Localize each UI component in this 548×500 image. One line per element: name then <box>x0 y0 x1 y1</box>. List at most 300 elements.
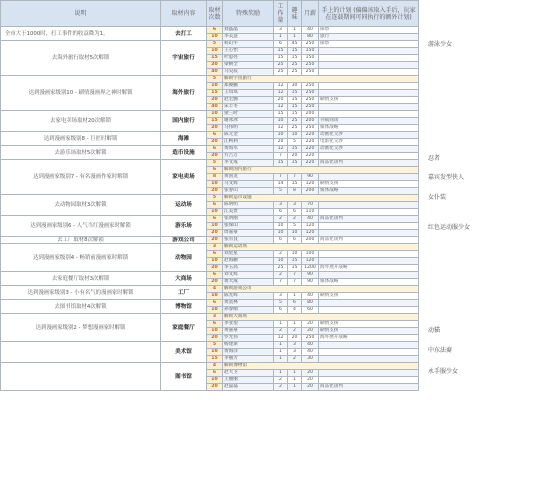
reward-character: 陈元金 <box>223 132 274 139</box>
salary-value: 150 <box>302 55 319 62</box>
extra-plan: 商品化谈判 <box>319 216 419 223</box>
extra-plan <box>319 230 419 237</box>
interest-value: 6 <box>288 237 302 244</box>
workload-value: 15 <box>274 48 288 55</box>
reward-character: 黄海洋 <box>223 349 274 356</box>
unlock-condition: 去游乐场取材5次解锁 <box>1 146 161 160</box>
workload-value: 10 <box>274 132 288 139</box>
extra-plan: 商品化谈判 <box>319 160 419 167</box>
interest-value: 8 <box>288 188 302 195</box>
material-count: 8 <box>207 174 223 181</box>
unlock-condition: 全市大于1000时，打工事件的收益降为1。 <box>1 27 161 41</box>
reward-character: 黄大成 <box>223 279 274 286</box>
extra-plan: 动画化交涉 <box>319 132 419 139</box>
workload-value: 6 <box>274 237 288 244</box>
material-count: 40 <box>207 69 223 76</box>
interest-value: 1 <box>288 377 302 384</box>
workload-value: 1 <box>274 321 288 328</box>
salary-value: 250 <box>302 62 319 69</box>
interest-value: 1 <box>288 321 302 328</box>
unlock-condition: 去动物园取材3次解锁 <box>1 195 161 216</box>
workload-value: 10 <box>274 118 288 125</box>
side-note: 嘉宾发型侠人 <box>428 174 465 181</box>
material-count: 20 <box>207 153 223 160</box>
workload-value: 25 <box>274 62 288 69</box>
salary-value: 250 <box>302 83 319 90</box>
unlock-condition: 去海外旅行取材5次解锁 <box>1 41 161 76</box>
reward-character: 科幻牛 <box>223 41 274 48</box>
material-count: 5 <box>207 76 223 83</box>
workload-value: 12 <box>274 146 288 153</box>
workload-value: 1 <box>274 349 288 356</box>
material-count: 3 <box>207 314 223 321</box>
salary-value: 110 <box>302 209 319 216</box>
material-place: 游戏公司 <box>161 237 207 244</box>
salary-value: 20 <box>302 321 319 328</box>
interest-value: 7 <box>288 174 302 181</box>
interest-value: 3 <box>288 342 302 349</box>
unlock-condition: 达到漫画家级别6 - 人气当红漫画家时解锁 <box>1 216 161 237</box>
material-place: 海外旅行 <box>161 76 207 111</box>
reward-character: 李文成 <box>223 160 274 167</box>
material-count: 10 <box>207 349 223 356</box>
reward-character: 叶思亮 <box>223 55 274 62</box>
extra-plan: 刷情支援 <box>319 328 419 335</box>
material-count: 10 <box>207 209 223 216</box>
material-count: 10 <box>207 34 223 41</box>
workload-value: 12 <box>274 125 288 132</box>
reward-character: 李丽芳 <box>223 356 274 363</box>
extra-plan: 商品化谈判 <box>319 237 419 244</box>
reward-character: 王琪琪 <box>223 90 274 97</box>
side-note: 游泳少女 <box>428 41 453 48</box>
material-count: 6 <box>207 216 223 223</box>
table-row <box>1 111 419 118</box>
workload-value: 15 <box>274 160 288 167</box>
workload-value: 14 <box>274 181 288 188</box>
extra-plan <box>319 55 419 62</box>
unlock-condition: 达到漫画家级别8 - 巨匠时解锁 <box>1 132 161 146</box>
material-place: 运动场 <box>161 195 207 216</box>
extra-plan <box>319 90 419 97</box>
extra-plan: 刷情支援 <box>319 97 419 104</box>
reward-character: 宋丰冬 <box>223 104 274 111</box>
interest-value: 25 <box>288 125 302 132</box>
material-count: 6 <box>207 321 223 328</box>
interest-value: 4 <box>288 307 302 314</box>
salary-value: 200 <box>302 111 319 118</box>
extra-plan <box>319 300 419 307</box>
material-place: 图书馆 <box>161 363 207 391</box>
workload-value: 20 <box>274 97 288 104</box>
extra-plan: 电影化交涉 <box>319 139 419 146</box>
header-desc: 说明 <box>1 1 161 27</box>
salary-value: 20 <box>302 384 319 391</box>
workload-value: 12 <box>274 335 288 342</box>
extra-plan <box>319 153 419 160</box>
salary-value: 40 <box>302 27 319 34</box>
workload-value: 5 <box>274 188 288 195</box>
material-place: 工厂 <box>161 286 207 300</box>
extra-plan <box>319 48 419 55</box>
salary-value: 250 <box>302 104 319 111</box>
reward-character: 赵宏腾 <box>223 97 274 104</box>
interest-value: 10 <box>288 251 302 258</box>
salary-value: 60 <box>302 307 319 314</box>
extra-plan <box>319 104 419 111</box>
salary-value: 120 <box>302 258 319 265</box>
table-row <box>1 363 419 370</box>
reward-character: 王心怡 <box>223 48 274 55</box>
interest-value: 7 <box>288 272 302 279</box>
workload-value: 7 <box>274 153 288 160</box>
unlock-condition: 达到漫画家级别7 - 有名漫画作家时解锁 <box>1 160 161 195</box>
interest-value: 5 <box>288 139 302 146</box>
table-row <box>1 314 419 321</box>
material-place: 宇宙旅行 <box>161 41 207 76</box>
material-count: 20 <box>207 279 223 286</box>
extra-plan: 海外展开战略 <box>319 335 419 342</box>
reward-character: 赵海鹏 <box>223 258 274 265</box>
workload-value: 2 <box>274 377 288 384</box>
unlock-reward: 解锁博物馆 <box>223 363 419 370</box>
material-place: 博物馆 <box>161 300 207 314</box>
extra-plan: 刷情支援 <box>319 293 419 300</box>
material-count: 3 <box>207 244 223 251</box>
header-reward: 特殊奖励 <box>223 1 274 27</box>
material-place: 造币设施 <box>161 146 207 160</box>
extra-plan: 刊载商谈 <box>319 118 419 125</box>
material-count: 15 <box>207 356 223 363</box>
material-place: 家电卖场 <box>161 160 207 195</box>
extra-plan <box>319 202 419 209</box>
interest-value: 2 <box>288 328 302 335</box>
extra-plan <box>319 272 419 279</box>
material-place: 去打工 <box>161 27 207 41</box>
table-row <box>1 244 419 251</box>
side-note: 忍者 <box>428 155 441 162</box>
table-row <box>1 27 419 34</box>
workload-value: 10 <box>274 223 288 230</box>
salary-value: 90 <box>302 272 319 279</box>
reward-character: 梁朝全 <box>223 62 274 69</box>
interest-value: 15 <box>288 258 302 265</box>
unlock-reward: 解锁宇宙旅行 <box>223 76 419 83</box>
side-note: 中东法裔 <box>428 347 453 354</box>
salary-value: 40 <box>302 349 319 356</box>
header-plan: 手上的计划 (偏偏该取入手后，玩家在连载期间可同执行的额外计划) <box>319 1 419 27</box>
material-count: 20 <box>207 335 223 342</box>
unlock-reward: 解锁国内旅行 <box>223 167 419 174</box>
interest-value: 15 <box>288 181 302 188</box>
reward-character: 赵大卫 <box>223 370 274 377</box>
unlock-condition: 达到漫画家级别2 - 梦想漫画家时解锁 <box>1 314 161 342</box>
workload-value: 7 <box>274 174 288 181</box>
salary-value: 40 <box>302 342 319 349</box>
salary-value: 80 <box>302 300 319 307</box>
extra-plan: 动画化交涉 <box>319 146 419 153</box>
material-count: 6 <box>207 146 223 153</box>
side-note: 红色运动服少女 <box>428 224 471 231</box>
extra-plan: 海外展开战略 <box>319 265 419 272</box>
interest-value: 2 <box>288 356 302 363</box>
reward-character: 杨建斯 <box>223 342 274 349</box>
material-count: 10 <box>207 181 223 188</box>
salary-value: 250 <box>302 41 319 48</box>
salary-value: 200 <box>302 237 319 244</box>
reward-character: 李亚望 <box>223 321 274 328</box>
interest-value: 1 <box>288 370 302 377</box>
salary-value: 120 <box>302 223 319 230</box>
interest-value: 5 <box>288 223 302 230</box>
workload-value: 12 <box>274 83 288 90</box>
reward-character: 罗光伟 <box>223 335 274 342</box>
material-count: 6 <box>207 202 223 209</box>
header-work: 工作量 <box>274 1 288 27</box>
unlock-condition: 去工厂取材8次解锁 <box>1 237 161 244</box>
interest-value: 25 <box>288 118 302 125</box>
interest-value: 10 <box>288 132 302 139</box>
interest-value: 1 <box>288 293 302 300</box>
material-count: 6 <box>207 27 223 34</box>
workload-value: 1 <box>274 342 288 349</box>
reward-character: 马伟明 <box>223 125 274 132</box>
workload-value: 20 <box>274 139 288 146</box>
reward-character: 黄国龙 <box>223 174 274 181</box>
reward-character: 马文辉 <box>223 181 274 188</box>
workload-value: 6 <box>274 41 288 48</box>
workload-value: 6 <box>274 307 288 314</box>
interest-value: 20 <box>288 153 302 160</box>
reward-character: 赵磊磊 <box>223 384 274 391</box>
interest-value: 30 <box>288 83 302 90</box>
material-place: 动物园 <box>161 244 207 272</box>
workload-value: 2 <box>274 216 288 223</box>
salary-value: 20 <box>302 370 319 377</box>
table-row <box>1 160 419 167</box>
salary-value: 220 <box>302 153 319 160</box>
workload-value: 5 <box>274 300 288 307</box>
material-count: 6 <box>207 251 223 258</box>
unlock-condition: 达到漫画家级别10 - 刷情漫画界之神时解锁 <box>1 76 161 111</box>
material-count: 20 <box>207 384 223 391</box>
reward-character: 江美贵 <box>223 209 274 216</box>
workload-value: 7 <box>274 279 288 286</box>
interest-value: 2 <box>288 216 302 223</box>
header-salary: 月薪 <box>302 1 319 27</box>
workload-value: 25 <box>274 265 288 272</box>
salary-value: 220 <box>302 139 319 146</box>
unlock-condition: 达到漫画家级别4 - 畅销前漫画家时解锁 <box>1 244 161 272</box>
extra-plan: 媒体战略 <box>319 188 419 195</box>
extra-plan <box>319 174 419 181</box>
extra-plan <box>319 370 419 377</box>
interest-value: 1 <box>288 34 302 41</box>
header-place: 取材内容 <box>161 1 207 27</box>
salary-value: 70 <box>302 202 319 209</box>
side-note: 永手服少女 <box>428 368 459 375</box>
workload-value: 2 <box>274 328 288 335</box>
salary-value: 250 <box>302 125 319 132</box>
material-count: 40 <box>207 104 223 111</box>
salary-value: 1200 <box>302 265 319 272</box>
reward-character: 张有良 <box>223 237 274 244</box>
extra-plan: 旅行 <box>319 34 419 41</box>
interest-value: 1 <box>288 27 302 34</box>
salary-value: 250 <box>302 90 319 97</box>
reward-character: 梁三时 <box>223 111 274 118</box>
reward-character: 张明刚 <box>223 216 274 223</box>
salary-value: 250 <box>302 69 319 76</box>
reward-character: 江柯利 <box>223 139 274 146</box>
workload-value: 2 <box>274 251 288 258</box>
salary-value: 250 <box>302 97 319 104</box>
extra-plan <box>319 251 419 258</box>
workload-value: 3 <box>274 293 288 300</box>
extra-plan <box>319 258 419 265</box>
reward-character: 黄海水 <box>223 146 274 153</box>
interest-value: 15 <box>288 90 302 97</box>
material-count: 10 <box>207 328 223 335</box>
table-body <box>1 27 419 391</box>
material-count: 15 <box>207 90 223 97</box>
reward-character: 马昊辰 <box>223 69 274 76</box>
reward-character: 黄莫林 <box>223 300 274 307</box>
interest-value: 25 <box>288 62 302 69</box>
extra-plan <box>319 342 419 349</box>
salary-value: 80 <box>302 34 319 41</box>
reward-character: 王丽丽 <box>223 377 274 384</box>
table-row <box>1 286 419 293</box>
interest-value: 3 <box>288 202 302 209</box>
table-row <box>1 195 419 202</box>
workload-value: 10 <box>274 258 288 265</box>
unlock-reward: 解锁造币设施 <box>223 195 419 202</box>
material-count: 5 <box>207 41 223 48</box>
material-count: 10 <box>207 307 223 314</box>
interest-value: 6 <box>288 209 302 216</box>
table-header <box>1 1 419 27</box>
interest-value: 15 <box>288 48 302 55</box>
material-count: 4 <box>207 363 223 370</box>
salary-value: 40 <box>302 216 319 223</box>
material-place: 海滩 <box>161 132 207 146</box>
material-count: 10 <box>207 258 223 265</box>
interest-value: 10 <box>288 230 302 237</box>
material-count: 6 <box>207 167 223 174</box>
extra-plan: 媒体战略 <box>319 279 419 286</box>
side-note: 女仆装 <box>428 194 447 201</box>
interest-value: 6 <box>288 300 302 307</box>
extra-plan: 刷情支援 <box>319 181 419 188</box>
extra-plan <box>319 209 419 216</box>
material-count: 20 <box>207 230 223 237</box>
reward-character: 李玉高 <box>223 265 274 272</box>
unlock-condition: 去家庭餐厅取材3次解锁 <box>1 272 161 286</box>
workload-value: 12 <box>274 104 288 111</box>
material-count: 20 <box>207 237 223 244</box>
material-count: 20 <box>207 125 223 132</box>
salary-value: 40 <box>302 293 319 300</box>
interest-value: 7 <box>288 279 302 286</box>
table-row <box>1 41 419 48</box>
salary-value: 220 <box>302 132 319 139</box>
interest-value: 1 <box>288 384 302 391</box>
workload-value: 2 <box>274 384 288 391</box>
unlock-condition: 去图书馆取材4次解锁 <box>1 300 161 314</box>
workload-value: 3 <box>274 27 288 34</box>
material-count: 6 <box>207 272 223 279</box>
salary-value: 120 <box>302 181 319 188</box>
unlock-condition <box>1 342 161 363</box>
salary-value: 120 <box>302 230 319 237</box>
salary-value: 20 <box>302 328 319 335</box>
table-row <box>1 76 419 83</box>
interest-value: 15 <box>288 97 302 104</box>
material-count: 20 <box>207 62 223 69</box>
workload-value: 25 <box>274 69 288 76</box>
table-row <box>1 132 419 139</box>
reward-character: 刘星星 <box>223 251 274 258</box>
extra-plan: 刷情支援 <box>319 321 419 328</box>
interest-value: 20 <box>288 335 302 342</box>
reward-character: 李美慧 <box>223 34 274 41</box>
interest-value: 15 <box>288 111 302 118</box>
extra-plan <box>319 69 419 76</box>
workload-value: 1 <box>274 370 288 377</box>
material-count: 20 <box>207 97 223 104</box>
side-note: 动猫 <box>428 327 441 334</box>
reward-character: 谢冰冰 <box>223 118 274 125</box>
reward-character: 郑俊鹏 <box>223 83 274 90</box>
table-row <box>1 342 419 349</box>
extra-plan: 媒体战略 <box>319 125 419 132</box>
salary-value: 30 <box>302 356 319 363</box>
salary-value: 200 <box>302 118 319 125</box>
salary-value: 220 <box>302 146 319 153</box>
material-count: 5 <box>207 160 223 167</box>
workload-value: 10 <box>274 230 288 237</box>
interest-value: 25 <box>288 69 302 76</box>
salary-value: 100 <box>302 251 319 258</box>
workload-value: 12 <box>274 90 288 97</box>
unlock-condition: 去家电卖场取材20次解锁 <box>1 111 161 132</box>
material-count: 20 <box>207 188 223 195</box>
interest-value: 45 <box>288 41 302 48</box>
extra-plan: 採察 <box>319 27 419 34</box>
workload-value: 1 <box>274 34 288 41</box>
reward-character: 孙春刚 <box>223 307 274 314</box>
material-place: 游乐场 <box>161 216 207 237</box>
reward-character: 周嘉豪 <box>223 230 274 237</box>
material-place: 国内旅行 <box>161 111 207 132</box>
table-row <box>1 237 419 244</box>
extra-plan <box>319 377 419 384</box>
interest-value: 3 <box>288 349 302 356</box>
material-count: 5 <box>207 195 223 202</box>
material-count: 10 <box>207 293 223 300</box>
material-place: 家庭餐厅 <box>161 314 207 342</box>
material-count: 6 <box>207 132 223 139</box>
extra-plan <box>319 223 419 230</box>
workload-value: 1 <box>274 356 288 363</box>
material-place: 美术馆 <box>161 342 207 363</box>
material-place: 大商场 <box>161 272 207 286</box>
material-count: 10 <box>207 223 223 230</box>
extra-plan <box>319 83 419 90</box>
interest-value: 15 <box>288 104 302 111</box>
material-count: 10 <box>207 111 223 118</box>
